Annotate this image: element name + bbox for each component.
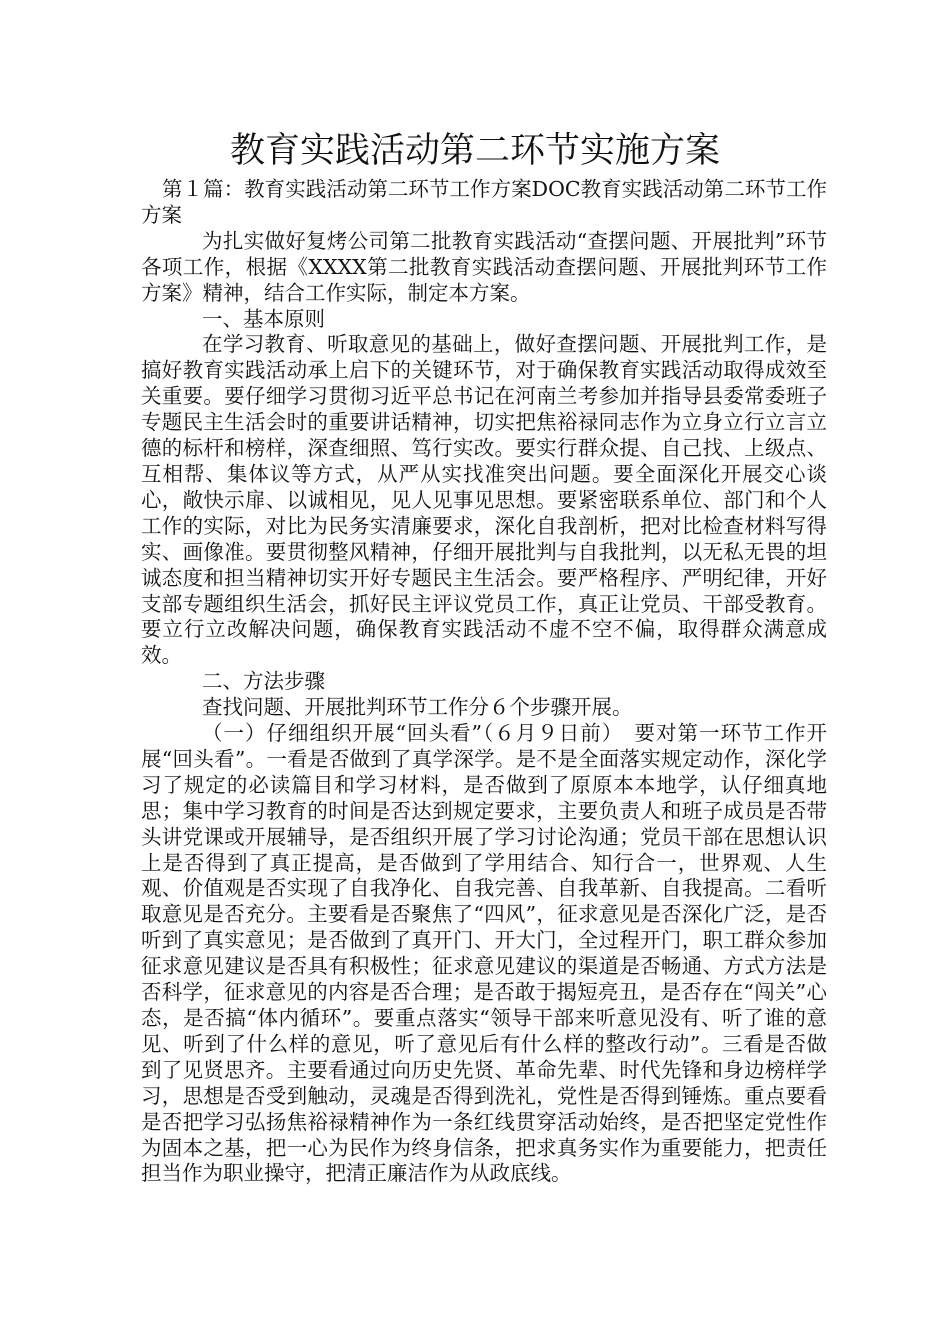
paragraph-steps-intro: 查找问题、开展批判环节工作分６个步骤开展。: [202, 695, 633, 720]
section-heading-principles: 一、基本原则: [202, 306, 325, 331]
document-title: 教育实践活动第二环节实施方案: [229, 131, 720, 171]
paragraph-intro: 为扎实做好复烤公司第二批教育实践活动“查摆问题、开展批判”环节各项工作，根据《XXXX第二批教育实践活动查摆问题、开展批判环节工作方案》精神，结合工作实际，制定本方案。: [141, 228, 827, 305]
section-heading-steps: 二、方法步骤: [202, 669, 325, 694]
paragraph-principles: 在学习教育、听取意见的基础上，做好查摆问题、开展批判工作，是搞好教育实践活动承上启下的关键环节，对于确保教育实践活动取得成效至关重要。要仔细学习贯彻习近平总书记在河南兰考参加并指导县委常委班子专题民主生活会时的重要讲话精神，切实把焦裕禄同志作为立身立行立言立德的标杆和榜样，深查细照、笃行实改。要实行群众提、自己找、上级点、互相帮、集体议等方式，从严从实找准突出问题。要全面深化开展交心谈心，敞快示扉、以诚相见，见人见事见思想。要紧密联系单位、部门和个人工作的实际，对比为民务实清廉要求，深化自我剖析，把对比检查材料写得实、画像准。要贯彻整风精神，仔细开展批判与自我批判，以无私无畏的坦诚态度和担当精神切实开好专题民主生活会。要严格程序、严明纪律，开好支部专题组织生活会，抓好民主评议党员工作，真正让党员、干部受教育。要立行立改解决问题，确保教育实践活动不虚不空不偏，取得群众满意成效。: [141, 332, 827, 668]
document-body: [141, 177, 827, 1187]
paragraph-article-heading: 第１篇：教育实践活动第二环节工作方案DOC教育实践活动第二环节工作方案: [141, 177, 827, 227]
paragraph-step-one: （一）仔细组织开展“回头看”（６月９日前） 要对第一环节工作开展“回头看”。一看是否做到了真学深学。是不是全面落实规定动作，深化学习了规定的必读篇目和学习材料，是否做到了原原本本地学，认仔细真地思；集中学习教育的时间是否达到规定要求，主要负责人和班子成员是否带头讲党课或开展辅导，是否组织开展了学习讨论沟通；党员干部在思想认识上是否得到了真正提高，是否做到了学用结合、知行合一，世界观、人生观、价值观是否实现了自我净化、自我完善、自我革新、自我提高。二看听取意见是否充分。主要看是否聚焦了“四风”，征求意见是否深化广泛，是否听到了真实意见；是否做到了真开门、开大门，全过程开门，职工群众参加征求意见建议是否具有积极性；征求意见建议的渠道是否畅通、方式方法是否科学，征求意见的内容是否合理；是否敢于揭短亮丑，是否存在“闯关”心态，是否搞“体内循环”。要重点落实“领导干部来听意见没有、听了谁的意见、听到了什么样的意见，听了意见后有什么样的整改行动”。三看是否做到了见贤思齐。主要看通过向历史先贤、革命先辈、时代先锋和身边榜样学习，思想是否受到触动，灵魂是否得到洗礼，党性是否得到锤炼。重点要看是否把学习弘扬焦裕禄精神作为一条红线贯穿活动始终，是否把坚定党性作为固本之基，把一心为民作为终身信条，把求真务实作为重要能力，把责任担当作为职业操守，把清正廉洁作为从政底线。: [141, 721, 827, 1186]
